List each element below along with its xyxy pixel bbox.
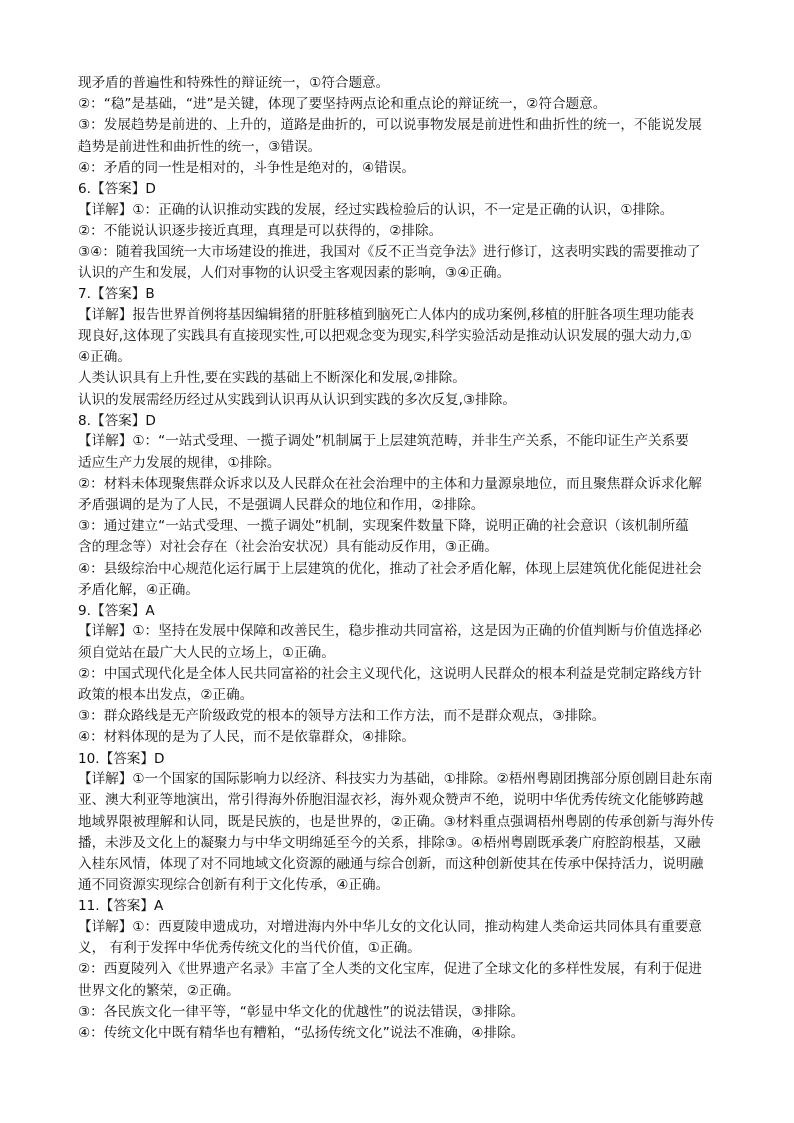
- text-line: ②：西夏陵列入《世界遗产名录》丰富了全人类的文化宝库，促进了全球文化的多样性发展，有利于促进: [78, 961, 702, 978]
- text-line: ④：县级综治中心规范化运行属于上层建筑的优化，推动了社会矛盾化解，体现上层建筑优化能促进社会: [78, 560, 702, 577]
- text-line: 通不同资源实现综合创新有利于文化传承，④正确。: [78, 877, 390, 894]
- text-line: ②：中国式现代化是全体人民共同富裕的社会主义现代化，这说明人民群众的根本利益是党制定路线方针: [78, 665, 702, 682]
- text-line: 【详解】①一个国家的国际影响力以经济、科技实力为基础，①排除。②梧州粤剧团携部分原创剧目赴东南: [78, 771, 713, 788]
- question-9-answer-heading: 9.【答案】A: [78, 602, 155, 619]
- text-line: ③：各民族文化一律平等，“彰显中华文化的优越性”的说法错误，③排除。: [78, 1003, 525, 1020]
- text-line: 趋势是前进性和曲折性的统一，③错误。: [78, 138, 322, 155]
- text-line: 【详解】①：“一站式受理、一揽子调处”机制属于上层建筑范畴，并非生产关系，不能印证生产关系要: [78, 433, 689, 450]
- text-line: 【详解】①：西夏陵申遗成功，对增进海内外中华儿女的文化认同，推动构建人类命运共同体具有重要意: [78, 918, 702, 935]
- text-line: ④：材料体现的是为了人民，而不是依靠群众，④排除。: [78, 729, 416, 746]
- text-line: ②：不能说认识逐步接近真理，真理是可以获得的，②排除。: [78, 222, 443, 239]
- text-line: 地域界限被理解和认同，既是民族的，也是世界的，②正确。③材料重点强调梧州粤剧的传承创新与海外传: [78, 813, 715, 830]
- text-line: 矛盾强调的是为了人民，不是强调人民群众的地位和作用，②排除。: [78, 496, 485, 513]
- text-line: ③：群众路线是无产阶级政党的根本的领导方法和工作方法，而不是群众观点，③排除。: [78, 708, 606, 725]
- text-line: 认识的发展需经历经过从实践到认识再从认识到实践的多次反复,③排除。: [78, 391, 516, 408]
- text-line: ③：通过建立“一站式受理、一揽子调处”机制，实现案件数量下降，说明正确的社会意识（该机制所蕴: [78, 518, 689, 535]
- text-line: 认识的产生和发展，人们对事物的认识受主客观因素的影响，③④正确。: [78, 265, 511, 282]
- text-line: ④：矛盾的同一性是相对的，斗争性是绝对的，④错误。: [78, 159, 416, 176]
- text-line: 【详解】①：正确的认识推动实践的发展，经过实践检验后的认识，不一定是正确的认识，①排除。: [78, 201, 674, 218]
- text-line: 亚、澳大利亚等地演出，常引得海外侨胞泪湿衣衫，海外观众赞声不绝，说明中华优秀传统文化能够跨越: [78, 792, 704, 809]
- question-11-answer-heading: 11.【答案】A: [78, 898, 164, 915]
- text-line: ③：发展趋势是前进的、上升的，道路是曲折的，可以说事物发展是前进性和曲折性的统一，不能说发展: [78, 117, 702, 134]
- text-line: ②：“稳”是基础，“进”是关键，体现了要坚持两点论和重点论的辩证统一，②符合题意。: [78, 96, 607, 113]
- text-line: 须自觉站在最广大人民的立场上，①正确。: [78, 644, 335, 661]
- text-line: 入桂东风情，体现了对不同地域文化资源的融通与综合创新，而这种创新使其在传承中保持活力，说明融: [78, 856, 704, 872]
- question-6-answer-heading: 6.【答案】D: [78, 181, 156, 198]
- text-line: 政策的根本出发点，②正确。: [78, 687, 254, 704]
- question-8-answer-heading: 8.【答案】D: [78, 412, 156, 429]
- text-line: 义， 有利于发挥中华优秀传统文化的当代价值，①正确。: [78, 940, 421, 957]
- answer-explanation-page: [78, 73, 720, 1044]
- text-line: 含的理念等）对社会存在（社会治安状况）具有能动反作用，③正确。: [78, 539, 498, 556]
- text-line: 矛盾化解，④正确。: [78, 581, 199, 598]
- question-7-answer-heading: 7.【答案】B: [78, 286, 155, 303]
- text-line: 现良好,这体现了实践具有直接现实性,可以把观念变为现实,科学实验活动是推动认识发展的强大动力,①: [78, 328, 692, 345]
- text-line: ④：传统文化中既有精华也有糟粕，“弘扬传统文化”说法不准确，④排除。: [78, 1024, 525, 1041]
- question-10-answer-heading: 10.【答案】D: [78, 750, 165, 767]
- text-line: 【详解】①：坚持在发展中保障和改善民生，稳步推动共同富裕，这是因为正确的价值判断与价值选择必: [78, 623, 702, 640]
- text-line: 人类认识具有上升性,要在实践的基础上不断深化和发展,②排除。: [78, 370, 466, 387]
- text-line: ②：材料未体现聚焦群众诉求以及人民群众在社会治理中的主体和力量源泉地位，而且聚焦群众诉求化解: [78, 475, 702, 492]
- text-line: ④正确。: [78, 349, 131, 366]
- text-line: ③④：随着我国统一大市场建设的推进，我国对《反不正当竞争法》进行修订，这表明实践的需要推动了: [78, 243, 701, 260]
- text-line: 现矛盾的普遍性和特殊性的辩证统一，①符合题意。: [78, 75, 390, 91]
- text-line: 适应生产力发展的规律，①排除。: [78, 454, 281, 471]
- text-line: 播，未涉及文化上的凝聚力与中华文明绵延至今的关系，排除③。④梧州粤剧既承袭广府腔韵根基，又融: [78, 834, 701, 851]
- text-line: 世界文化的繁荣，②正确。: [78, 982, 240, 999]
- text-line: 【详解】报告世界首例将基因编辑猪的肝脏移植到脑死亡人体内的成功案例,移植的肝脏各项生理功能表: [78, 306, 695, 323]
